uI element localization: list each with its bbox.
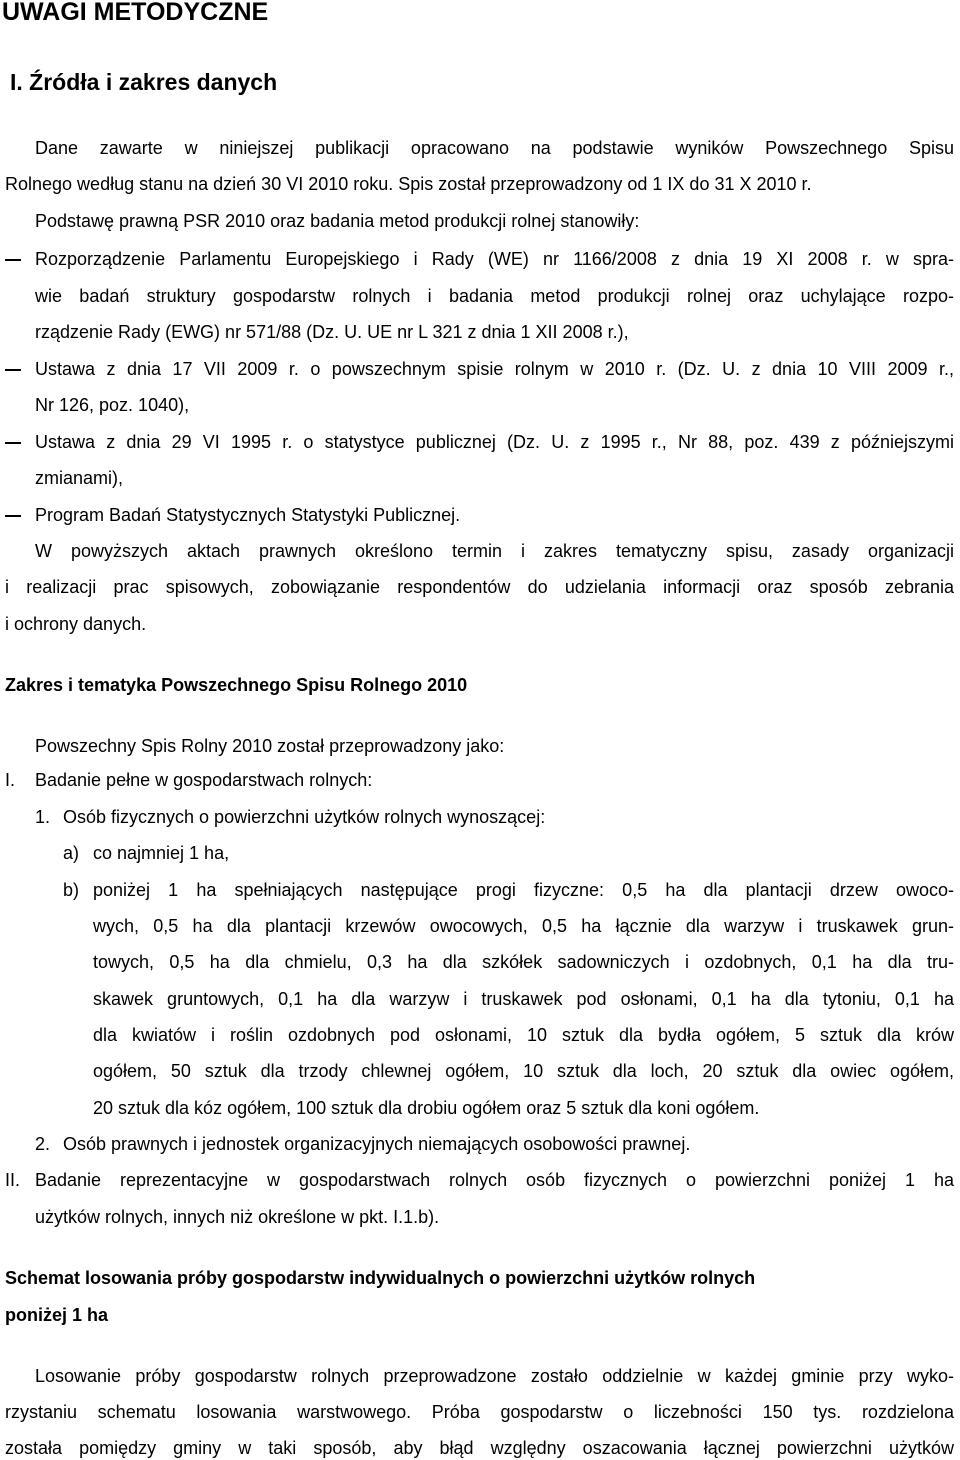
section-heading-scope: Zakres i tematyka Powszechnego Spisu Rolnego 2010: [5, 675, 468, 695]
list-marker: II.: [5, 1170, 21, 1190]
paragraph-line: Dane zawarte w niniejszej publikacji opracowano na podstawie wyników Powszechnego Spisu: [35, 138, 954, 158]
paragraph-line: rzystaniu schematu losowania warstwowego. Próba gospodarstw o liczebności 150 tys. rozdzielona: [5, 1402, 954, 1422]
section-heading-sources: I. Źródła i zakres danych: [10, 69, 278, 95]
list-item-line: skawek gruntowych, 0,1 ha dla warzyw i truskawek pod osłonami, 0,1 ha dla tytoniu, 0,1 ha: [93, 989, 954, 1009]
list-item-line: rządzenie Rady (EWG) nr 571/88 (Dz. U. UE nr L 321 z dnia 1 XII 2008 r.),: [35, 322, 629, 342]
list-marker: b): [63, 880, 80, 900]
paragraph-line: W powyższych aktach prawnych określono termin i zakres tematyczny spisu, zasady organizacji: [35, 541, 954, 561]
section-heading-sampling: Schemat losowania próby gospodarstw indywidualnych o powierzchni użytków rolnych: [5, 1268, 756, 1288]
list-item-line: zmianami),: [35, 468, 124, 488]
list-item-line: wie badań struktury gospodarstw rolnych i badania metod produkcji rolnej oraz uchylające rozpo-: [35, 286, 954, 306]
list-item-line: Osób fizycznych o powierzchni użytków rolnych wynoszącej:: [63, 807, 546, 827]
paragraph-line: Podstawę prawną PSR 2010 oraz badania metod produkcji rolnej stanowiły:: [35, 211, 640, 231]
paragraph-line: Losowanie próby gospodarstw rolnych przeprowadzone zostało oddzielnie w każdej gminie przy wyko-: [35, 1366, 954, 1386]
dash-bullet: [5, 515, 21, 517]
document-title: UWAGI METODYCZNE: [2, 0, 269, 26]
list-item-line: Ustawa z dnia 17 VII 2009 r. o powszechnym spisie rolnym w 2010 r. (Dz. U. z dnia 10 VIII 2009 r.,: [35, 359, 954, 379]
list-item-line: Program Badań Statystycznych Statystyki Publicznej.: [35, 505, 461, 525]
list-item-line: co najmniej 1 ha,: [93, 843, 230, 863]
list-item-line: dla kwiatów i roślin ozdobnych pod osłonami, 10 sztuk dla bydła ogółem, 5 sztuk dla krów: [93, 1025, 954, 1045]
list-item-line: wych, 0,5 ha dla plantacji krzewów owocowych, 0,5 ha łącznie dla warzyw i truskawek grun-: [93, 916, 954, 936]
list-item-line: ogółem, 50 sztuk dla trzody chlewnej ogółem, 10 sztuk dla loch, 20 sztuk dla owiec ogółem,: [93, 1061, 954, 1081]
dash-bullet: [5, 442, 21, 444]
list-item-line: Nr 126, poz. 1040),: [35, 395, 190, 415]
list-item-line: Badanie reprezentacyjne w gospodarstwach rolnych osób fizycznych o powierzchni poniżej 1 ha: [35, 1170, 954, 1190]
list-item-line: 20 sztuk dla kóz ogółem, 100 sztuk dla drobiu ogółem oraz 5 sztuk dla koni ogółem.: [93, 1098, 760, 1118]
paragraph-line: Powszechny Spis Rolny 2010 został przeprowadzony jako:: [35, 736, 505, 756]
list-marker: 1.: [35, 807, 51, 827]
list-item-line: Badanie pełne w gospodarstwach rolnych:: [35, 770, 373, 790]
list-marker: I.: [5, 770, 16, 790]
list-marker: a): [63, 843, 80, 863]
list-item-line: użytków rolnych, innych niż określone w pkt. I.1.b).: [35, 1207, 440, 1227]
list-item-line: Rozporządzenie Parlamentu Europejskiego i Rady (WE) nr 1166/2008 z dnia 19 XI 2008 r. w spra-: [35, 249, 954, 269]
list-item-line: Ustawa z dnia 29 VI 1995 r. o statystyce publicznej (Dz. U. z 1995 r., Nr 88, poz. 439 z późniejszymi: [35, 432, 954, 452]
paragraph-line: została pomiędzy gminy w taki sposób, aby błąd względny oszacowania łącznej powierzchni użytków: [5, 1438, 954, 1458]
dash-bullet: [5, 259, 21, 261]
list-item-line: poniżej 1 ha spełniających następujące progi fizyczne: 0,5 ha dla plantacji drzew owoco-: [93, 880, 954, 900]
list-item-line: Osób prawnych i jednostek organizacyjnych niemających osobowości prawnej.: [63, 1134, 691, 1154]
list-marker: 2.: [35, 1134, 51, 1154]
paragraph-line: Rolnego według stanu na dzień 30 VI 2010 roku. Spis został przeprowadzony od 1 IX do 31 X 2010 r.: [5, 174, 812, 194]
list-item-line: towych, 0,5 ha dla chmielu, 0,3 ha dla szkółek sadowniczych i ozdobnych, 0,1 ha dla tru-: [93, 952, 954, 972]
section-heading-sampling-cont: poniżej 1 ha: [5, 1305, 109, 1325]
paragraph-line: i realizacji prac spisowych, zobowiązanie respondentów do udzielania informacji oraz sposób zebrania: [5, 577, 954, 597]
paragraph-line: i ochrony danych.: [5, 614, 147, 634]
dash-bullet: [5, 369, 21, 371]
